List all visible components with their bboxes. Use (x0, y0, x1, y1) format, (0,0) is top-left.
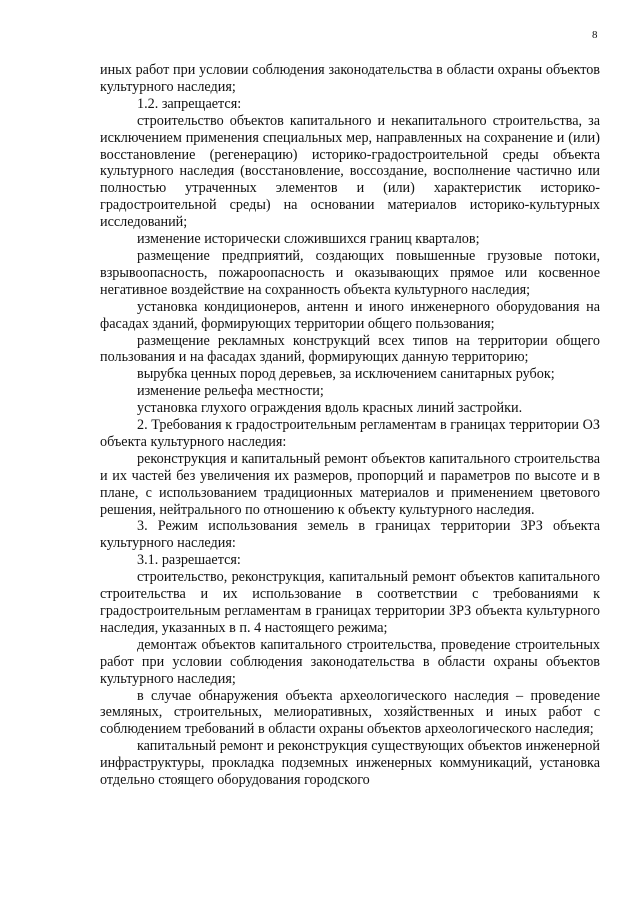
paragraph: установка кондиционеров, антенн и иного инженерного оборудования на фасадах зданий, формирующих территории общего пользования; (100, 298, 600, 332)
paragraph: демонтаж объектов капитального строительства, проведение строительных работ при условии соблюдения законодательства в области охраны объектов культурного наследия; (100, 636, 600, 687)
paragraph: строительство объектов капитального и некапитального строительства, за исключением применения специальных мер, направленных на сохранение и (или) восстановление (регенерацию) историко-градостроительной среды объекта культурного наследия (восстановление, воссоздание, восполнение частично или полностью утраченных элементов и (или) характеристик историко-градостроительной среды) на основании материалов историко-культурных исследований; (100, 112, 600, 231)
paragraph: капитальный ремонт и реконструкция существующих объектов инженерной инфраструктуры, прокладка подземных инженерных коммуникаций, установка отдельно стоящего оборудования городского (100, 738, 600, 789)
page-number: 8 (592, 29, 598, 41)
paragraph: изменение исторически сложившихся границ кварталов; (137, 231, 480, 248)
paragraph: иных работ при условии соблюдения законодательства в области охраны объектов культурного наследия; (100, 62, 600, 95)
paragraph: 2. Требования к градостроительным регламентам в границах территории ОЗ объекта культурного наследия: (100, 417, 600, 450)
paragraph: размещение рекламных конструкций всех типов на территории общего пользования и на фасадах зданий, формирующих данную территорию; (100, 332, 600, 366)
paragraph: 3.1. разрешается: (137, 552, 241, 569)
paragraph: изменение рельефа местности; (137, 383, 324, 400)
paragraph: установка глухого ограждения вдоль красных линий застройки. (137, 400, 523, 417)
document-body (100, 62, 600, 789)
paragraph: 3. Режим использования земель в границах территории ЗРЗ объекта культурного наследия: (100, 518, 600, 552)
paragraph: вырубка ценных пород деревьев, за исключением санитарных рубок; (137, 366, 555, 383)
paragraph: реконструкция и капитальный ремонт объектов капитального строительства и их частей без увеличения их размеров, пропорций и параметров по высоте и в плане, с использованием традиционных материалов и применением цветового решения, нейтрального по отношению к объекту культурного наследия. (100, 450, 600, 518)
paragraph: 1.2. запрещается: (137, 95, 242, 112)
paragraph: в случае обнаружения объекта археологического наследия – проведение земляных, строительных, мелиоративных, хозяйственных и иных работ с соблюдением требований в области охраны объектов археологического наследия; (100, 687, 600, 738)
paragraph: строительство, реконструкция, капитальный ремонт объектов капитального строительства и их использование в соответствии с требованиями к градостроительным регламентам в границах территории ЗРЗ объекта культурного наследия, указанных в п. 4 настоящего режима; (100, 569, 600, 636)
paragraph: размещение предприятий, создающих повышенные грузовые потоки, взрывоопасность, пожароопасность и оказывающих прямое или косвенное негативное воздействие на сохранность объекта культурного наследия; (100, 247, 600, 298)
